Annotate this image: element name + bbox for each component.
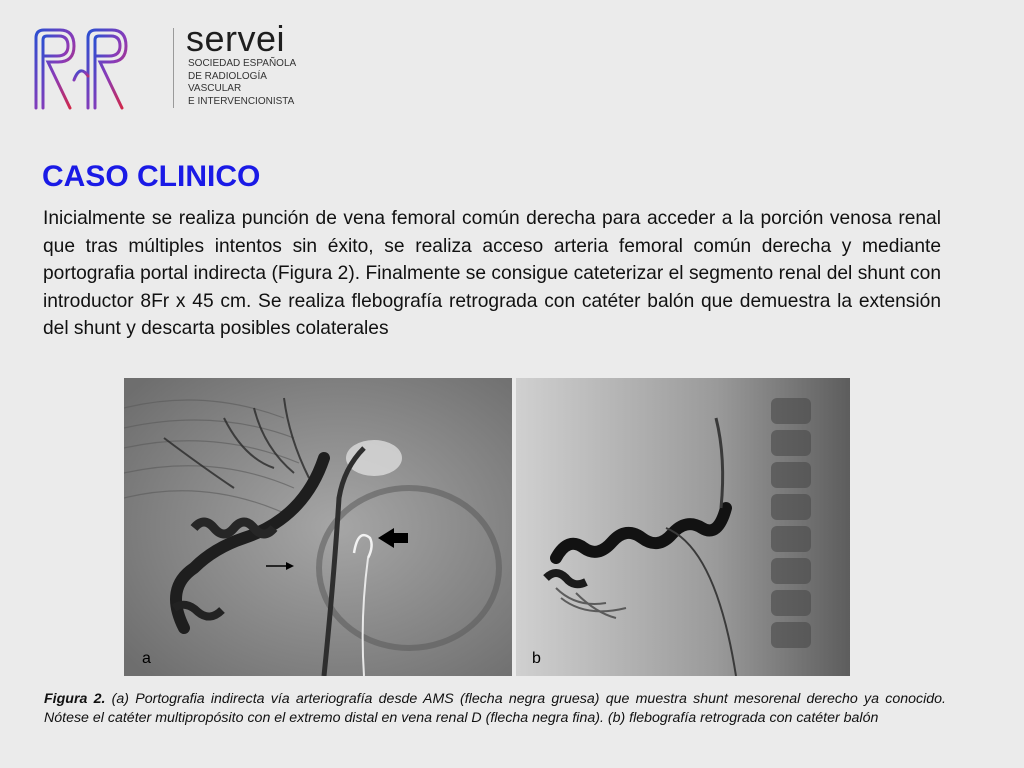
figure-2: [124, 378, 850, 676]
venography-illustration-b: [516, 378, 850, 676]
case-title: CASO CLINICO: [42, 160, 261, 193]
brand-subtitle-line: VASCULAR: [188, 83, 242, 94]
brand-subtitle-line: DE RADIOLOGÍA: [188, 70, 267, 82]
angiography-image-a: [124, 378, 512, 676]
logo-divider: [173, 28, 174, 108]
figure-caption: [44, 690, 946, 728]
brand-subtitle: [188, 58, 296, 108]
panel-label-a: a: [142, 650, 151, 667]
brand-subtitle-line: SOCIEDAD ESPAÑOLA: [188, 58, 297, 69]
servei-logo: [30, 18, 297, 112]
panel-label-b: b: [532, 650, 541, 667]
venography-image-b: [516, 378, 850, 676]
brand-name: servei: [186, 18, 286, 59]
angiography-illustration-a: [124, 378, 512, 676]
brand-subtitle-line: E INTERVENCIONISTA: [188, 95, 295, 107]
caption-label: Figura 2.: [44, 691, 106, 707]
case-description: Inicialmente se realiza punción de vena femoral común derecha para acceder a la porción venosa renal que tras múltiples intentos sin éxito, se realiza acceso arteria femoral común derecha y mediante portografia portal indirecta (Figura 2). Finalmente se consigue cateterizar el segmento renal del shunt con introductor 8Fr x 45 cm. Se realiza flebografía retrograda con catéter balón que demuestra la extensión del shunt y descarta posibles colaterales: [43, 208, 941, 339]
caption-text: (a) Portografia indirecta vía arteriografía desde AMS (flecha negra gruesa) que muestra shunt mesorenal derecho ya conocido. Nótese el catéter multipropósito con el extremo distal en vena renal D (flecha negra fina). (b) flebografía retrograda con catéter balón: [44, 691, 946, 726]
rsr-logo-mark: [30, 24, 130, 110]
